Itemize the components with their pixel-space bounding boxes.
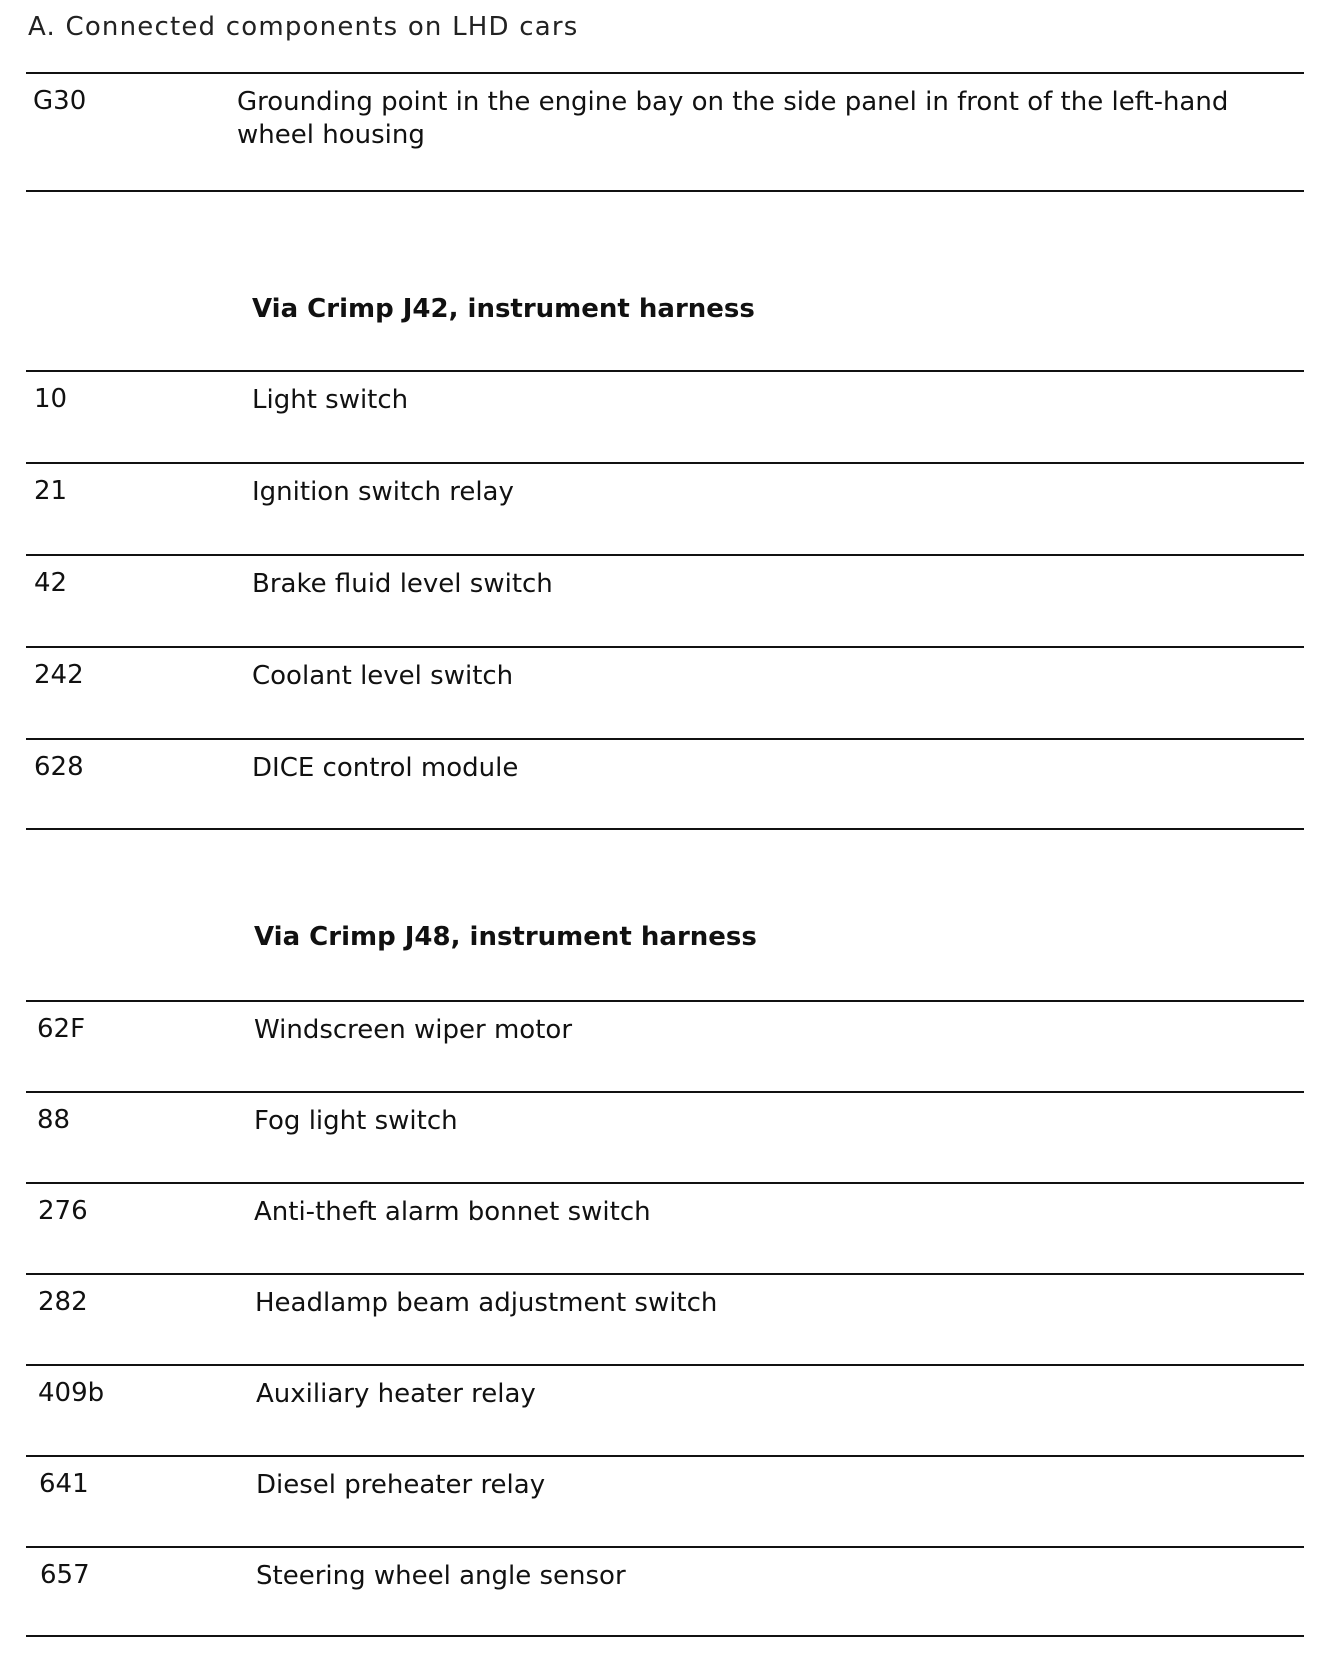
- table-row: [26, 1455, 1304, 1546]
- table-row: [26, 462, 1304, 554]
- component-description: Anti-theft alarm bonnet switch: [254, 1197, 651, 1227]
- component-description: DICE control module: [252, 753, 519, 783]
- component-description: Light switch: [252, 385, 409, 415]
- component-description: Brake fluid level switch: [252, 569, 553, 599]
- component-description: Headlamp beam adjustment switch: [255, 1288, 718, 1318]
- component-code: 62F: [37, 1014, 86, 1044]
- table-row: [26, 1000, 1304, 1091]
- component-code: 657: [40, 1560, 90, 1590]
- table-row: [26, 1273, 1304, 1364]
- component-description: Ignition switch relay: [252, 477, 514, 507]
- component-description: Fog light switch: [254, 1106, 458, 1136]
- table-row: [26, 646, 1304, 738]
- table-row: [26, 1182, 1304, 1273]
- component-code: 628: [34, 752, 84, 782]
- table-row: [26, 554, 1304, 646]
- component-code: 10: [34, 384, 68, 414]
- component-description: Diesel preheater relay: [256, 1470, 546, 1500]
- page-title: A. Connected components on LHD cars: [28, 12, 579, 42]
- component-code: 88: [37, 1105, 71, 1135]
- component-description: Coolant level switch: [252, 661, 514, 691]
- component-code: 276: [38, 1196, 88, 1226]
- component-code: 21: [34, 476, 68, 506]
- table-row: [26, 1091, 1304, 1182]
- table-row: [26, 1364, 1304, 1455]
- section-table-j48: [26, 1000, 1304, 1637]
- component-code: G30: [33, 86, 87, 116]
- component-code: 282: [38, 1287, 88, 1317]
- section-heading-j48: Via Crimp J48, instrument harness: [254, 922, 757, 952]
- section-heading-j42: Via Crimp J42, instrument harness: [252, 294, 755, 324]
- table-row: [26, 370, 1304, 462]
- component-code: 409b: [38, 1378, 105, 1408]
- component-code: 242: [34, 660, 84, 690]
- table-row: [26, 1546, 1304, 1637]
- table-row: [26, 738, 1304, 830]
- component-description: Auxiliary heater relay: [256, 1379, 536, 1409]
- component-description: Steering wheel angle sensor: [256, 1561, 626, 1591]
- component-code: 641: [39, 1469, 89, 1499]
- grounding-point-table: [26, 72, 1304, 192]
- component-description: Windscreen wiper motor: [254, 1015, 573, 1045]
- component-code: 42: [34, 568, 68, 598]
- table-row: [26, 72, 1304, 192]
- section-table-j42: [26, 370, 1304, 830]
- component-description: Grounding point in the engine bay on the side panel in front of the left-hand wheel housing: [237, 87, 1229, 150]
